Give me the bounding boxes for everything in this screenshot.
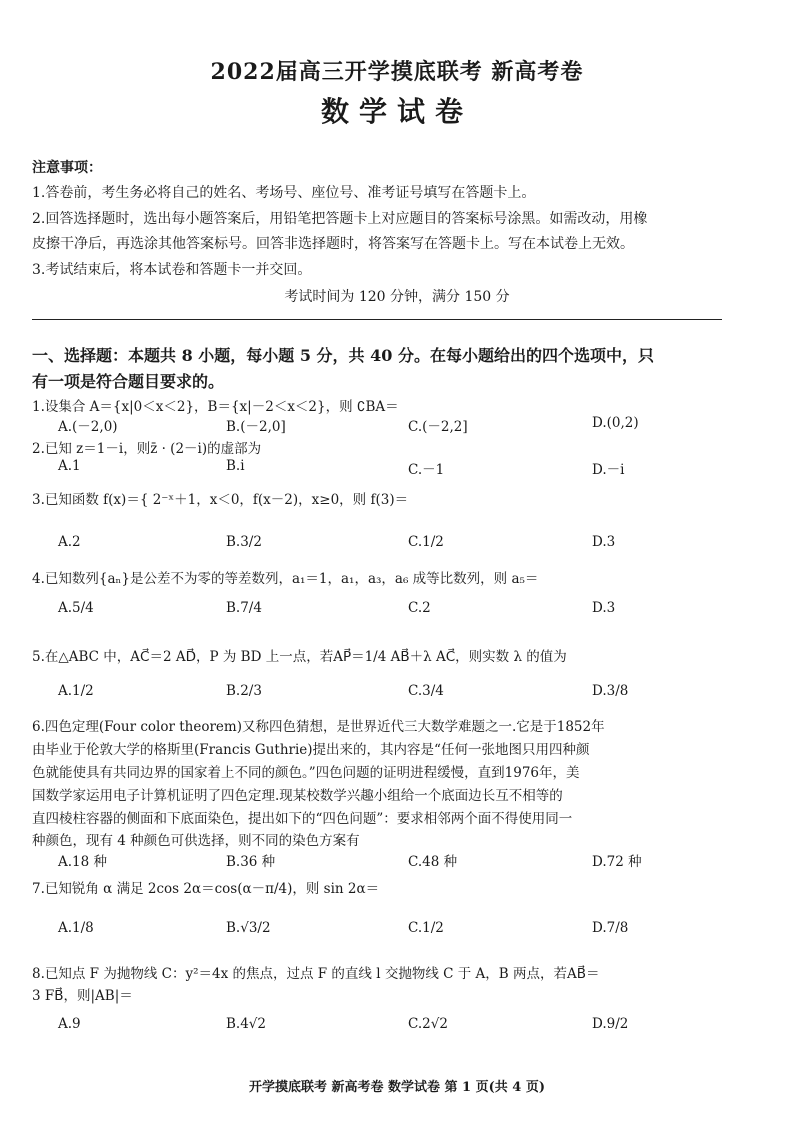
question-7-stem: 7.已知锐角 α 满足 2cos 2α＝cos(α－π/4)，则 sin 2α＝ xyxy=(32,881,380,897)
question-6-option-a: A.18 种 xyxy=(58,854,108,870)
page-footer: 开学摸底联考 新高考卷 数学试卷 第 1 页(共 4 页) xyxy=(248,1080,546,1095)
section-heading-line2: 有一项是符合题目要求的。 xyxy=(32,372,225,391)
question-5-option-d: D.3/8 xyxy=(592,683,629,699)
question-6-option-b: B.36 种 xyxy=(226,854,276,870)
question-7-option-d: D.7/8 xyxy=(592,920,629,936)
question-3-stem: 3.已知函数 f(x)＝{ 2⁻ˣ＋1，x＜0，f(x－2)，x≥0，则 f(3)＝ xyxy=(32,492,409,508)
question-5-option-b: B.2/3 xyxy=(226,683,262,699)
question-6-line-1: 6.四色定理(Four color theorem)又称四色猜想，是世界近代三大数学难题之一.它是于1852年 xyxy=(32,719,605,735)
question-4-option-a: A.5/4 xyxy=(58,600,94,616)
question-6-line-2: 由毕业于伦敦大学的格斯里(Francis Guthrie)提出来的，其内容是“任何一张地图只用四种颜 xyxy=(32,742,590,758)
question-3-option-b: B.3/2 xyxy=(226,534,262,550)
question-6-option-d: D.72 种 xyxy=(592,854,642,870)
question-1-option-a: A.(－2,0) xyxy=(58,419,118,435)
question-3-option-d: D.3 xyxy=(592,534,616,550)
question-1-option-c: C.(－2,2] xyxy=(408,419,468,435)
question-5-stem: 5.在△ABC 中，AC⃗＝2 AD⃗，P 为 BD 上一点，若AP⃗＝1/4 AB⃗＋λ AC⃗，则实数 λ 的值为 xyxy=(32,649,567,665)
notice-line-3: 皮擦干净后，再选涂其他答案标号。回答非选择题时，将答案写在答题卡上。写在本试卷上无效。 xyxy=(32,236,634,252)
question-8-option-a: A.9 xyxy=(58,1016,81,1032)
question-7-option-c: C.1/2 xyxy=(408,920,444,936)
question-5-option-c: C.3/4 xyxy=(408,683,444,699)
question-1-option-b: B.(－2,0] xyxy=(226,419,286,435)
question-8-line-1: 8.已知点 F 为抛物线 C：y²＝4x 的焦点，过点 F 的直线 l 交抛物线 C 于 A，B 两点，若AB⃗＝ xyxy=(32,966,600,982)
question-2-option-d: D.－i xyxy=(592,462,625,478)
notice-line-2: 2.回答选择题时，选出每小题答案后，用铅笔把答题卡上对应题目的答案标号涂黑。如需改动，用橡 xyxy=(32,211,648,227)
question-4-option-c: C.2 xyxy=(408,600,431,616)
notice-line-4: 3.考试结束后，将本试卷和答题卡一并交回。 xyxy=(32,262,312,278)
question-8-option-d: D.9/2 xyxy=(592,1016,629,1032)
question-8-line-2: 3 FB⃗，则|AB|＝ xyxy=(32,988,133,1004)
notice-line-1: 1.答卷前，考生务必将自己的姓名、考场号、座位号、准考证号填写在答题卡上。 xyxy=(32,185,536,201)
question-2-option-c: C.－1 xyxy=(408,462,445,478)
section-heading-line1: 一、选择题：本题共 8 小题，每小题 5 分，共 40 分。在每小题给出的四个选项中，只 xyxy=(32,346,654,365)
question-6-line-3: 色就能使具有共同边界的国家着上不同的颜色。”四色问题的证明进程缓慢，直到1976年，美 xyxy=(32,765,580,781)
question-6-line-6: 种颜色，现有 4 种颜色可供选择，则不同的染色方案有 xyxy=(32,833,360,849)
question-6-line-4: 国数学家运用电子计算机证明了四色定理.现某校数学兴趣小组给一个底面边长互不相等的 xyxy=(32,788,563,804)
question-4-stem: 4.已知数列{aₙ}是公差不为零的等差数列，a₁＝1，a₁，a₃，a₆ 成等比数列，则 a₅＝ xyxy=(32,571,539,587)
question-2-option-a: A.1 xyxy=(58,458,81,474)
question-8-option-c: C.2√2 xyxy=(408,1016,448,1032)
question-6-line-5: 直四棱柱容器的侧面和下底面染色，提出如下的“四色问题”：要求相邻两个面不得使用同一 xyxy=(32,811,573,827)
question-1-stem: 1.设集合 A＝{x|0＜x＜2}，B＝{x|－2＜x＜2}，则 ∁BA＝ xyxy=(32,399,399,415)
question-4-option-d: D.3 xyxy=(592,600,616,616)
question-3-option-a: A.2 xyxy=(58,534,81,550)
divider-line xyxy=(32,319,722,320)
question-1-option-d: D.(0,2) xyxy=(592,415,639,431)
question-8-option-b: B.4√2 xyxy=(226,1016,266,1032)
question-2-option-b: B.i xyxy=(226,458,245,474)
question-3-option-c: C.1/2 xyxy=(408,534,444,550)
question-7-option-a: A.1/8 xyxy=(58,920,94,936)
notice-heading: 注意事项： xyxy=(32,160,102,176)
exam-title-line2: 数学试卷 xyxy=(320,95,473,128)
question-6-option-c: C.48 种 xyxy=(408,854,458,870)
question-5-option-a: A.1/2 xyxy=(58,683,94,699)
question-7-option-b: B.√3/2 xyxy=(226,920,271,936)
exam-time-info: 考试时间为 120 分钟，满分 150 分 xyxy=(284,289,510,305)
question-4-option-b: B.7/4 xyxy=(226,600,262,616)
question-2-stem: 2.已知 z＝1－i，则z̄ · (2－i)的虚部为 xyxy=(32,441,262,457)
exam-title-line1: 2022届高三开学摸底联考 新高考卷 xyxy=(210,59,584,85)
